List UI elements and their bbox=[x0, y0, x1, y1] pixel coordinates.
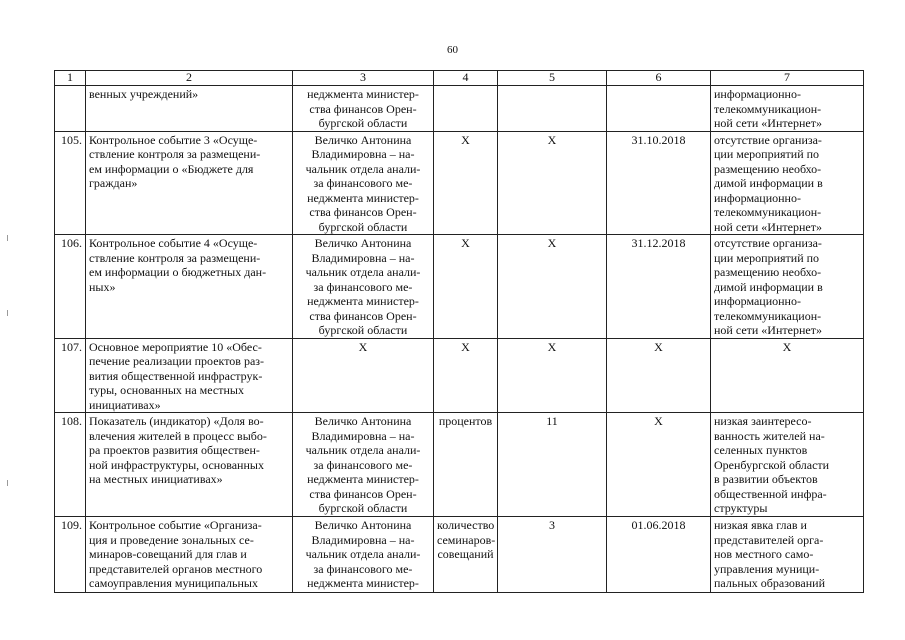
row-responsible: Величко Антонина Владимировна – на- чальник отдела анали- за финансового ме- неджмента министер- ства финансов Орен- бургской области bbox=[293, 235, 434, 339]
row-description: Контрольное событие «Организа- ция и проведение зональных се- минаров-совещаний для глав и представителей органов местного самоуправления муниципальных bbox=[86, 517, 293, 593]
document-table bbox=[54, 70, 864, 593]
row-value bbox=[498, 86, 607, 132]
row-responsible: Величко Антонина Владимировна – на- чальник отдела анали- за финансового ме- неджмента министер- ства финансов Орен- бургской области bbox=[293, 413, 434, 517]
column-header: 1 bbox=[55, 71, 86, 86]
row-date: Х bbox=[607, 338, 711, 413]
row-unit: процентов bbox=[434, 413, 498, 517]
row-description: Основное мероприятие 10 «Обес- печение реализации проектов раз- вития общественной инфраструк- туры, основанных на местных инициативах» bbox=[86, 338, 293, 413]
row-number: 109. bbox=[55, 517, 86, 593]
table-row bbox=[55, 413, 864, 517]
row-unit bbox=[434, 86, 498, 132]
row-number: 107. bbox=[55, 338, 86, 413]
table-row bbox=[55, 235, 864, 339]
row-value: Х bbox=[498, 131, 607, 235]
row-number: 108. bbox=[55, 413, 86, 517]
row-risk: Х bbox=[711, 338, 864, 413]
row-date: 01.06.2018 bbox=[607, 517, 711, 593]
row-responsible: Величко Антонина Владимировна – на- чальник отдела анали- за финансового ме- неджмента министер- ства финансов Орен- бургской области bbox=[293, 131, 434, 235]
row-responsible: Величко Антонина Владимировна – на- чальник отдела анали- за финансового ме- неджмента министер- bbox=[293, 517, 434, 593]
row-risk: информационно- телекоммуникацион- ной сети «Интернет» bbox=[711, 86, 864, 132]
scan-edge-mark bbox=[7, 480, 8, 486]
column-header: 3 bbox=[293, 71, 434, 86]
table-row bbox=[55, 338, 864, 413]
row-description: Контрольное событие 4 «Осуще- ствление контроля за размещени- ем информации о бюджетных дан- ных» bbox=[86, 235, 293, 339]
row-unit: Х bbox=[434, 131, 498, 235]
row-description: венных учреждений» bbox=[86, 86, 293, 132]
row-risk: отсутствие организа- ции мероприятий по размещению необхо- димой информации в информационно- телекоммуникацион- ной сети «Интернет» bbox=[711, 235, 864, 339]
row-description: Контрольное событие 3 «Осуще- ствление контроля за размещени- ем информации о «Бюджете для граждан» bbox=[86, 131, 293, 235]
row-unit: Х bbox=[434, 338, 498, 413]
column-header: 2 bbox=[86, 71, 293, 86]
row-value: Х bbox=[498, 338, 607, 413]
page-number: 60 bbox=[447, 44, 458, 56]
row-date: 31.10.2018 bbox=[607, 131, 711, 235]
row-unit: количество семинаров- совещаний bbox=[434, 517, 498, 593]
column-header: 5 bbox=[498, 71, 607, 86]
row-number: 105. bbox=[55, 131, 86, 235]
row-number: 106. bbox=[55, 235, 86, 339]
column-header: 4 bbox=[434, 71, 498, 86]
scan-edge-mark bbox=[7, 235, 8, 241]
row-date bbox=[607, 86, 711, 132]
row-risk: низкая явка глав и представителей орга- нов местного само- управления муници- пальных образований bbox=[711, 517, 864, 593]
table-header-row bbox=[55, 71, 864, 86]
table-row bbox=[55, 131, 864, 235]
table-row bbox=[55, 86, 864, 132]
row-responsible: Х bbox=[293, 338, 434, 413]
table-row bbox=[55, 517, 864, 593]
column-header: 7 bbox=[711, 71, 864, 86]
row-value: 3 bbox=[498, 517, 607, 593]
scan-edge-mark bbox=[7, 310, 8, 316]
row-unit: Х bbox=[434, 235, 498, 339]
row-value: 11 bbox=[498, 413, 607, 517]
row-risk: отсутствие организа- ции мероприятий по размещению необхо- димой информации в информационно- телекоммуникацион- ной сети «Интернет» bbox=[711, 131, 864, 235]
row-date: 31.12.2018 bbox=[607, 235, 711, 339]
row-date: Х bbox=[607, 413, 711, 517]
row-description: Показатель (индикатор) «Доля во- влечения жителей в процесс выбо- ра проектов развития обществен- ной инфраструктуры, основанных на местных инициативах» bbox=[86, 413, 293, 517]
column-header: 6 bbox=[607, 71, 711, 86]
row-responsible: неджмента министер- ства финансов Орен- бургской области bbox=[293, 86, 434, 132]
row-risk: низкая заинтересо- ванность жителей на- селенных пунктов Оренбургской области в развитии объектов общественной инфра- структуры bbox=[711, 413, 864, 517]
row-number bbox=[55, 86, 86, 132]
row-value: Х bbox=[498, 235, 607, 339]
